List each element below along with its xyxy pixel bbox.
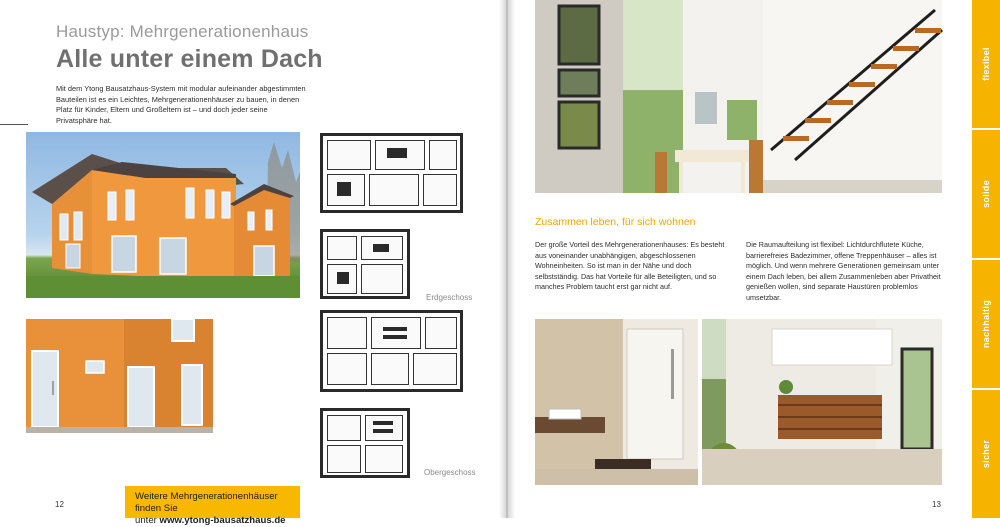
tab-sicher-label: sicher [981,439,991,469]
upper-floor-upper-unit [320,310,463,392]
ground-floor-lower-unit [320,229,410,299]
page-headline: Alle unter einem Dach [56,45,323,73]
tab-sicher[interactable] [972,390,1000,518]
house-type-kicker: Haustyp: Mehrgenerationenhaus [56,22,309,41]
website-banner[interactable] [125,486,300,526]
body-column-left: Der große Vorteil des Mehrgenerationenhauses: Es besteht aus voneinander unabhängigen, abgeschlossenen Wohneinheiten. So ist man in der Nähe und doch selbstständig. Das hat Vorteile für alle Beteiligten, und so manches Problem taucht erst gar nicht auf. [535,240,725,292]
living-room-photo [535,0,942,193]
section-subheading: Zusammen leben, für sich wohnen [535,216,696,228]
tab-solide[interactable] [972,130,1000,258]
tab-nachhaltig[interactable] [972,260,1000,388]
margin-rule [0,124,28,125]
house-exterior-photo [26,132,300,298]
tab-flexibel[interactable] [972,0,1000,128]
intro-paragraph: Mit dem Ytong Bausatzhaus-System mit modular aufeinander abgestimmten Bauteilen ist es ein Leichtes, Mehrgenerationenhäuser zu bauen, in denen Platz für Kinder, Eltern und Großeltern ist – und doch jeder seine Privatsphäre hat. [56,84,306,125]
tab-solide-label: solide [981,180,991,208]
banner-text: Weitere Mehrgenerationenhäuser finden Sie [135,491,278,514]
ground-floor-upper-unit [320,133,463,213]
upper-floor-lower-unit [320,408,410,478]
kitchen-drawing [702,319,942,485]
living-room-drawing [535,0,942,193]
page-gutter [499,0,515,518]
tab-nachhaltig-label: nachhaltig [981,299,991,349]
bathroom-drawing [535,319,698,485]
side-tab-bar [972,0,1000,518]
ground-floor-caption: Erdgeschoss [426,293,473,302]
body-column-right: Die Raumaufteilung ist flexibel: Lichtdurchflutete Küche, barrierefreies Badezimmer, offene Treppenhäuser – alles ist möglich. Und wenn mehrere Generationen gemeinsam unter einem Dach leben, bei allem Zusammenleben aber Privatheit genießen wollen, sind separate Haustüren problemlos umsetzbar. [746,240,941,302]
banner-link-line[interactable] [135,515,300,527]
page-number-left: 12 [55,500,64,509]
upper-floor-caption: Obergeschoss [424,468,476,477]
house-exterior-drawing [26,132,300,298]
bathroom-photo [535,319,698,485]
tab-flexibel-label: flexibel [981,47,991,81]
website-link[interactable]: www.ytong-bausatzhaus.de [159,515,286,526]
banner-link-prefix: unter [135,515,160,526]
page-number-right: 13 [932,500,941,509]
facade-detail-photo [26,319,213,433]
kitchen-photo [702,319,942,485]
facade-detail-drawing [26,319,213,433]
